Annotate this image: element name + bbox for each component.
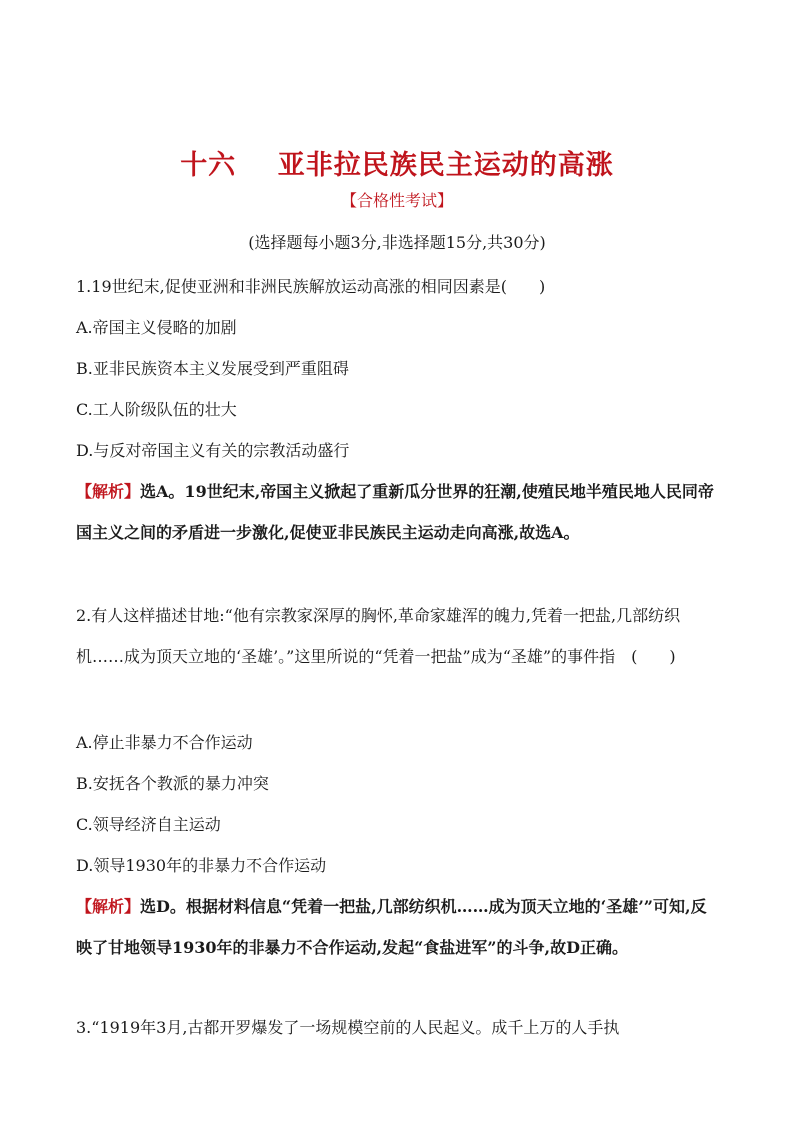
question-1-option-a: A.帝国主义侵略的加剧 <box>76 318 237 337</box>
question-2-option-d: D.领导1930年的非暴力不合作运动 <box>76 856 327 875</box>
question-1-option-d: D.与反对帝国主义有关的宗教活动盛行 <box>76 441 350 460</box>
question-1-analysis <box>76 471 720 553</box>
exam-type-label: 【合格性考试】 <box>340 191 453 210</box>
question-1-option-b: B.亚非民族资本主义发展受到严重阻碍 <box>76 359 349 378</box>
page-title: 十六 亚非拉民族民主运动的高涨 <box>180 150 614 181</box>
analysis-text: 选D。根据材料信息“凭着一把盐,几部纺织机……成为顶天立地的‘圣雄’”可知,反映了甘地领导1930年的非暴力不合作运动,发起“食盐进军”的斗争,故D正确。 <box>76 897 707 957</box>
question-2-option-c: C.领导经济自主运动 <box>76 815 221 834</box>
question-1-option-c: C.工人阶级队伍的壮大 <box>76 400 237 419</box>
question-1-stem: 1.19世纪末,促使亚洲和非洲民族解放运动高涨的相同因素是( ) <box>76 277 546 296</box>
scoring-note: (选择题每小题3分,非选择题15分,共30分) <box>248 233 546 252</box>
question-2-option-b: B.安抚各个教派的暴力冲突 <box>76 774 269 793</box>
question-2-stem: 2.有人这样描述甘地:“他有宗教家深厚的胸怀,革命家雄浑的魄力,凭着一把盐,几部纺织机……成为顶天立地的‘圣雄’。”这里所说的“凭着一把盐”成为“圣雄”的事件指 ( ) <box>76 606 681 666</box>
analysis-tag: 【解析】 <box>76 897 141 916</box>
question-2-analysis <box>76 886 720 968</box>
analysis-tag: 【解析】 <box>76 482 141 501</box>
analysis-text: 选A。19世纪末,帝国主义掀起了重新瓜分世界的狂潮,使殖民地半殖民地人民同帝国主义之间的矛盾进一步激化,促使亚非民族民主运动走向高涨,故选A。 <box>76 482 714 542</box>
question-3-stem: 3.“1919年3月,古都开罗爆发了一场规模空前的人民起义。成千上万的人手执 <box>76 1018 620 1037</box>
question-2-option-a: A.停止非暴力不合作运动 <box>76 733 253 752</box>
